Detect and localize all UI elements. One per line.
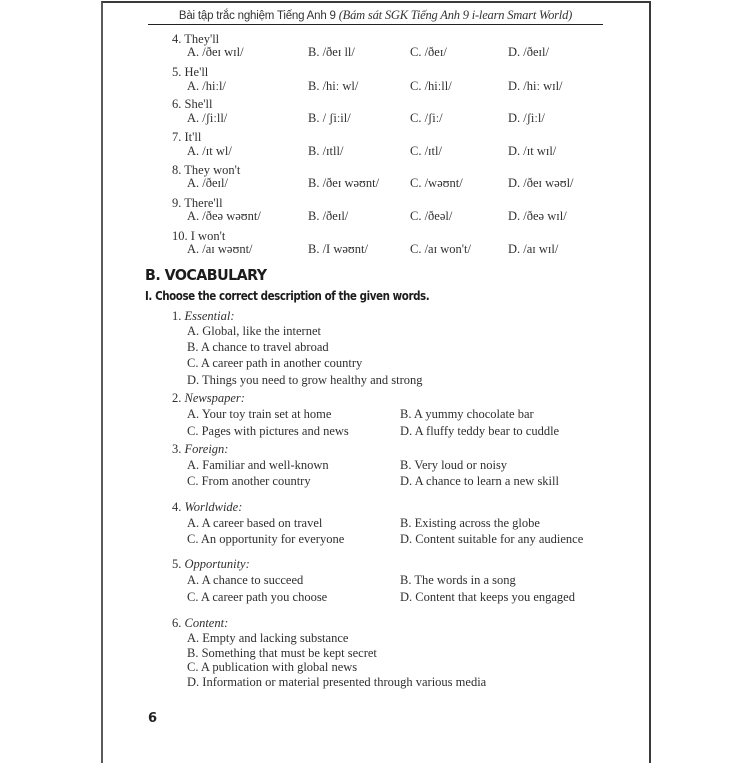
option-b: B. /ðeɪ wəʊnt/ [308, 176, 380, 190]
option-a: A. A career based on travel [187, 516, 323, 530]
option-a: A. /ðeɪl/ [187, 176, 228, 190]
running-header [148, 8, 603, 23]
question-number: 6. [172, 616, 182, 630]
header-subtitle: (Bám sát SGK Tiếng Anh 9 i-learn Smart World) [338, 8, 573, 22]
question-number: 1. [172, 309, 182, 323]
option-b: B. / ʃiːil/ [308, 111, 351, 125]
question-word: Content: [184, 616, 229, 630]
option-b: B. Very loud or noisy [400, 458, 508, 472]
option-d: D. A chance to learn a new skill [400, 474, 559, 488]
option-c: C. /hiːll/ [410, 79, 452, 93]
question-stem [172, 442, 228, 456]
question-stem: 4. They'll [172, 32, 220, 46]
option-a: A. Empty and lacking substance [187, 631, 349, 645]
option-d: D. /hiː wɪl/ [508, 79, 563, 93]
option-c: C. /ðeɪ/ [410, 45, 447, 59]
option-c: C. An opportunity for everyone [187, 532, 345, 546]
option-c: C. Pages with pictures and news [187, 424, 349, 438]
question-stem [172, 309, 235, 323]
option-d: D. /ʃiːl/ [508, 111, 545, 125]
option-a: A. /ʃiːll/ [187, 111, 228, 125]
option-b: B. The words in a song [400, 573, 516, 587]
exercise-instruction: I. Choose the correct description of the given words. [145, 289, 430, 303]
question-stem [172, 391, 245, 405]
option-a: A. Your toy train set at home [187, 407, 332, 421]
option-d: D. Information or material presented through various media [187, 675, 487, 689]
option-c: C. From another country [187, 474, 311, 488]
question-number: 5. [172, 557, 182, 571]
option-d: D. Content that keeps you engaged [400, 590, 575, 604]
question-number: 2. [172, 391, 182, 405]
option-b: B. /ðeɪ ll/ [308, 45, 355, 59]
option-c: C. A career path you choose [187, 590, 328, 604]
option-a: A. Global, like the internet [187, 324, 321, 338]
question-number: 3. [172, 442, 182, 456]
option-d: D. /ðeɪl/ [508, 45, 549, 59]
question-stem [172, 616, 228, 630]
option-d: D. A fluffy teddy bear to cuddle [400, 424, 560, 438]
question-stem [172, 557, 250, 571]
question-word: Newspaper: [184, 391, 245, 405]
question-stem: 5. He'll [172, 65, 209, 79]
option-c: C. /wəʊnt/ [410, 176, 463, 190]
question-stem [172, 500, 242, 514]
option-a: A. Familiar and well-known [187, 458, 329, 472]
option-a: A. /ðeə wəʊnt/ [187, 209, 261, 223]
option-b: B. Existing across the globe [400, 516, 540, 530]
option-d: D. /aɪ wɪl/ [508, 242, 559, 256]
question-stem: 7. It'll [172, 130, 202, 144]
option-a: A. /hiːl/ [187, 79, 226, 93]
option-c: C. /ɪtl/ [410, 144, 442, 158]
question-word: Foreign: [184, 442, 229, 456]
question-word: Opportunity: [184, 557, 250, 571]
option-d: D. /ɪt wɪl/ [508, 144, 557, 158]
option-b: B. A yummy chocolate bar [400, 407, 534, 421]
question-word: Worldwide: [184, 500, 243, 514]
option-a: A. /aɪ wəʊnt/ [187, 242, 253, 256]
question-word: Essential: [184, 309, 235, 323]
option-a: A. /ɪt wl/ [187, 144, 232, 158]
option-a: A. A chance to succeed [187, 573, 304, 587]
option-b: B. Something that must be kept secret [187, 646, 377, 660]
question-stem: 6. She'll [172, 97, 213, 111]
question-number: 4. [172, 500, 182, 514]
page-number: 6 [148, 711, 158, 726]
option-b: B. /ɪtll/ [308, 144, 344, 158]
option-d: D. Content suitable for any audience [400, 532, 584, 546]
option-d: D. /ðeɪ wəʊl/ [508, 176, 574, 190]
question-stem: 9. There'll [172, 196, 223, 210]
option-d: D. /ðeə wɪl/ [508, 209, 567, 223]
option-a: A. /ðeɪ wɪl/ [187, 45, 244, 59]
question-stem: 8. They won't [172, 163, 241, 177]
option-b: B. /hiː wl/ [308, 79, 359, 93]
option-d: D. Things you need to grow healthy and strong [187, 373, 423, 387]
option-c: C. A career path in another country [187, 356, 363, 370]
option-c: C. /ʃiː/ [410, 111, 443, 125]
header-rule [148, 24, 603, 25]
option-c: C. A publication with global news [187, 660, 358, 674]
header-title: Bài tập trắc nghiệm Tiếng Anh 9 [178, 10, 339, 22]
option-b: B. A chance to travel abroad [187, 340, 329, 354]
option-b: B. /ðeɪl/ [308, 209, 349, 223]
option-c: C. /aɪ won't/ [410, 242, 471, 256]
question-stem: 10. I won't [172, 229, 226, 243]
option-b: B. /I wəʊnt/ [308, 242, 368, 256]
option-c: C. /ðeəl/ [410, 209, 453, 223]
section-title: B. VOCABULARY [145, 266, 267, 284]
